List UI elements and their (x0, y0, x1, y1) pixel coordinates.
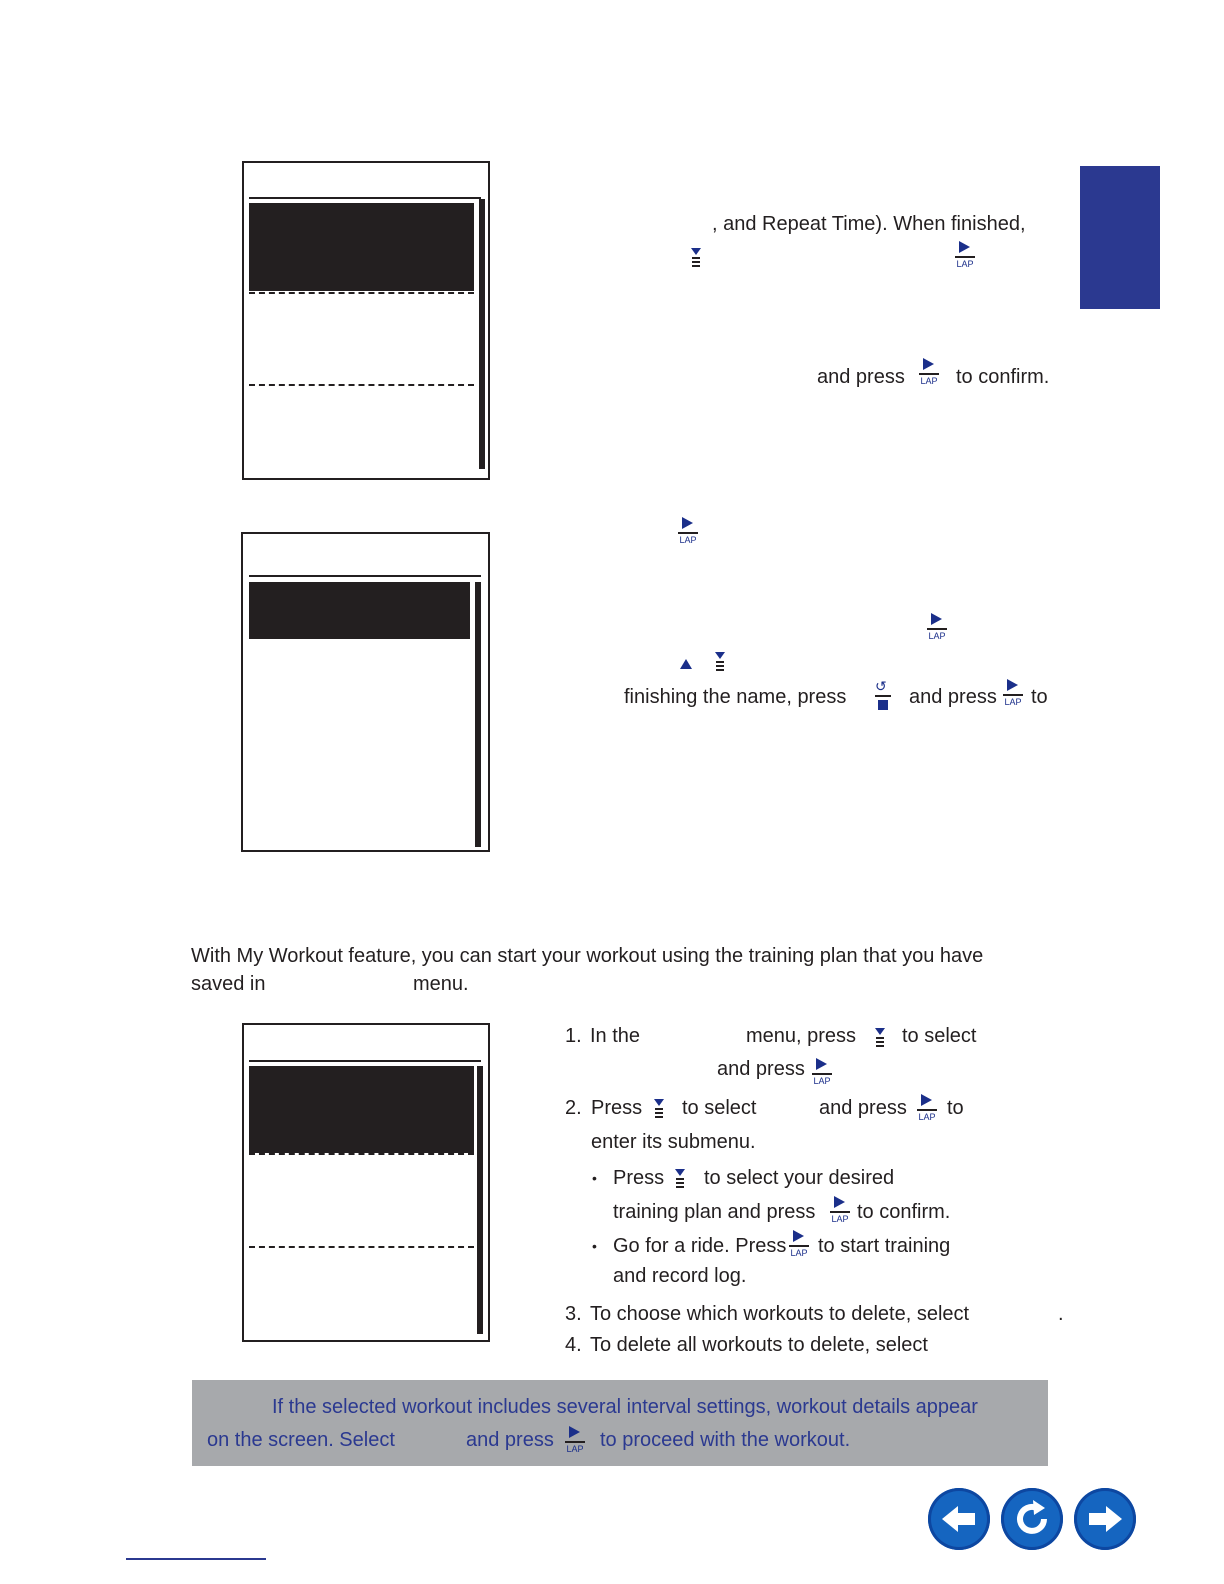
lap-button-icon: LAP (918, 358, 940, 388)
section2-line-c-pre: finishing the name, press (624, 686, 847, 708)
step-2-text-b: to select (682, 1097, 757, 1119)
step-1-text-a: In the (590, 1025, 641, 1047)
step-3-number: 3. (565, 1303, 582, 1325)
refresh-icon (1001, 1488, 1063, 1550)
lap-button-icon: LAP (788, 1230, 810, 1260)
lap-button-icon: LAP (954, 241, 976, 271)
up-button-icon (680, 659, 692, 671)
down-button-icon (653, 1099, 665, 1119)
step-1-text-b: menu, press (746, 1025, 857, 1047)
bullet-1-text-a: Press (613, 1167, 665, 1189)
screen-3-highlight (249, 1066, 474, 1153)
lap-button-icon: LAP (677, 517, 699, 547)
step-4-text: To delete all workouts to delete, select (590, 1334, 928, 1356)
step-2-text-e: enter its submenu. (591, 1131, 756, 1153)
note-line-2c: to proceed with the workout. (600, 1429, 851, 1451)
refresh-page-button[interactable] (1001, 1488, 1063, 1550)
arrow-left-icon (928, 1488, 990, 1550)
bullet-2-text-c: and record log. (613, 1265, 747, 1287)
step-1-text-c: to select (902, 1025, 977, 1047)
section1-line-b-post: to confirm. (956, 366, 1050, 388)
chapter-tab (1080, 166, 1160, 309)
note-line-2b: and press (466, 1429, 554, 1451)
device-screen-2 (241, 532, 490, 852)
screen-3-scrollbar (477, 1066, 483, 1334)
lap-button-icon: LAP (564, 1426, 586, 1456)
screen-1-scrollbar (479, 199, 485, 469)
down-button-icon (690, 248, 702, 268)
screen-2-highlight (249, 582, 470, 639)
arrow-right-icon (1074, 1488, 1136, 1550)
intro-line-2a: saved in (191, 973, 266, 995)
screen-3-divider (249, 1153, 474, 1155)
bullet-1-text-d: to confirm. (857, 1201, 951, 1223)
screen-1-highlight (249, 203, 474, 291)
screen-2-scrollbar (475, 582, 481, 847)
footer-link-underline[interactable] (126, 1558, 266, 1560)
down-button-icon (674, 1169, 686, 1189)
lap-button-icon: LAP (926, 613, 948, 643)
next-page-button[interactable] (1074, 1488, 1136, 1550)
step-2-text-d: to (947, 1097, 964, 1119)
previous-page-button[interactable] (928, 1488, 990, 1550)
note-line-1: If the selected workout includes several interval settings, workout details appear (272, 1396, 978, 1418)
step-3-text: To choose which workouts to delete, select (590, 1303, 970, 1325)
screen-1-header-line (249, 197, 481, 199)
bullet-mark: • (592, 1238, 597, 1254)
step-1-text-d: and press (717, 1058, 805, 1080)
section1-line-a: , and Repeat Time). When finished, (712, 213, 1026, 235)
screen-3-divider (249, 1246, 474, 1248)
lap-button-icon: LAP (1002, 679, 1024, 709)
back-stop-button-icon: ↺ (874, 679, 892, 713)
step-1-number: 1. (565, 1025, 582, 1047)
section2-line-c-mid: and press (909, 686, 997, 708)
bullet-1-text-b: to select your desired (704, 1167, 895, 1189)
intro-line-2b: menu. (413, 973, 469, 995)
screen-3-header-line (249, 1060, 481, 1062)
down-button-icon (874, 1028, 886, 1048)
lap-button-icon: LAP (916, 1094, 938, 1124)
screen-1-divider (249, 384, 474, 386)
step-3-end: . (1058, 1303, 1064, 1325)
step-2-number: 2. (565, 1097, 582, 1119)
lap-button-icon: LAP (811, 1058, 833, 1088)
step-4-number: 4. (565, 1334, 582, 1356)
bullet-mark: • (592, 1170, 597, 1186)
bullet-2-text-b: to start training (818, 1235, 951, 1257)
section1-line-b-pre: and press (817, 366, 905, 388)
step-2-text-a: Press (591, 1097, 643, 1119)
screen-2-header-line (249, 575, 481, 577)
bullet-2-text-a: Go for a ride. Press (613, 1235, 787, 1257)
lap-button-icon: LAP (829, 1196, 851, 1226)
section2-line-c-post: to (1031, 686, 1048, 708)
down-button-icon (714, 652, 726, 672)
note-line-2a: on the screen. Select (207, 1429, 395, 1451)
intro-line-1: With My Workout feature, you can start your workout using the training plan that you have (191, 945, 984, 967)
step-2-text-c: and press (819, 1097, 907, 1119)
bullet-1-text-c: training plan and press (613, 1201, 816, 1223)
note-box (192, 1380, 1048, 1466)
screen-1-divider (249, 292, 474, 294)
